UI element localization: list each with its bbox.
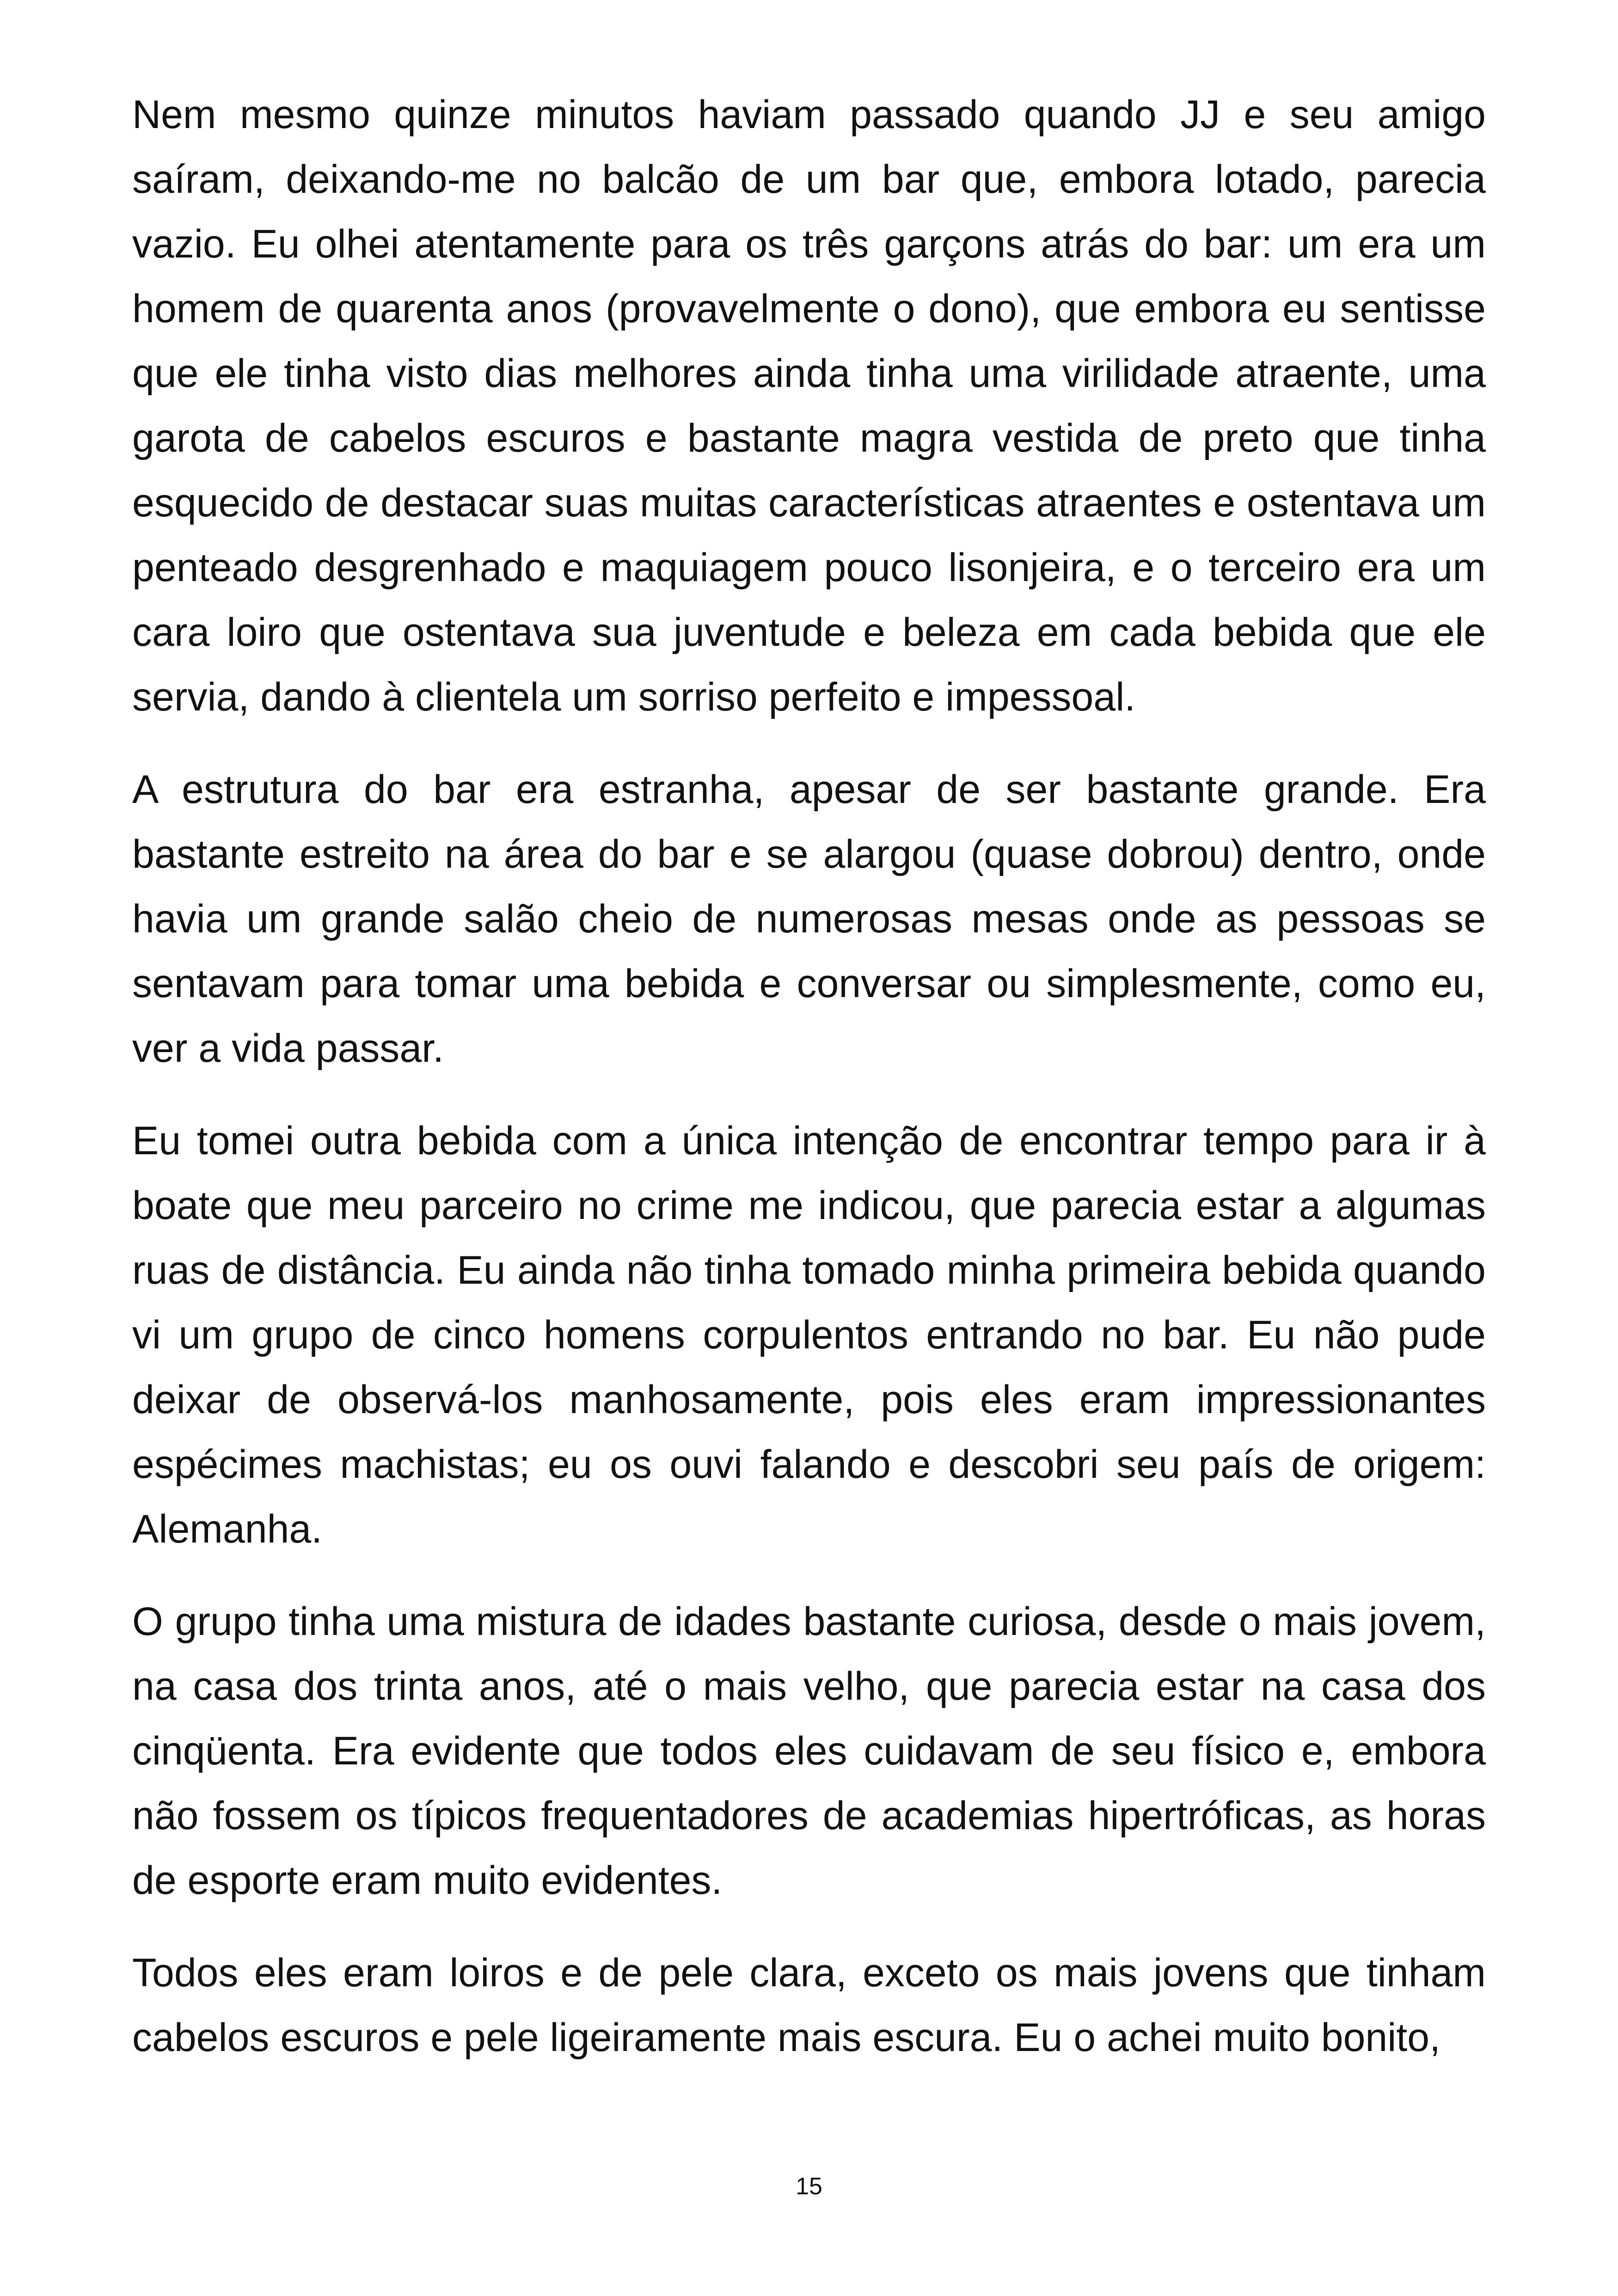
- page-number: 15: [796, 2173, 822, 2200]
- paragraph-3: Eu tomei outra bebida com a única intenção de encontrar tempo para ir à boate que meu parceiro no crime me indicou, que parecia estar a algumas ruas de distância. Eu ainda não tinha tomado minha primeira bebida quando vi um grupo de cinco homens corpulentos entrando no bar. Eu não pude deixar de observá-los manhosamente, pois eles eram impressionantes espécimes machistas; eu os ouvi falando e descobri seu país de origem: Alemanha.: [132, 1119, 1486, 1551]
- document-page: [132, 82, 1486, 2098]
- paragraph-2: A estrutura do bar era estranha, apesar de ser bastante grande. Era bastante estreito na área do bar e se alargou (quase dobrou) dentro, onde havia um grande salão cheio de numerosas mesas onde as pessoas se sentavam para tomar uma bebida e conversar ou simplesmente, como eu, ver a vida passar.: [132, 767, 1486, 1071]
- paragraph-1: Nem mesmo quinze minutos haviam passado quando JJ e seu amigo saíram, deixando-me no balcão de um bar que, embora lotado, parecia vazio. Eu olhei atentamente para os três garçons atrás do bar: um era um homem de quarenta anos (provavelmente o dono), que embora eu sentisse que ele tinha visto dias melhores ainda tinha uma virilidade atraente, uma garota de cabelos escuros e bastante magra vestida de preto que tinha esquecido de destacar suas muitas características atraentes e ostentava um penteado desgrenhado e maquiagem pouco lisonjeira, e o terceiro era um cara loiro que ostentava sua juventude e beleza em cada bebida que ele servia, dando à clientela um sorriso perfeito e impessoal.: [132, 92, 1486, 719]
- paragraph-5: Todos eles eram loiros e de pele clara, exceto os mais jovens que tinham cabelos escuros e pele ligeiramente mais escura. Eu o achei muito bonito,: [132, 1951, 1486, 2060]
- paragraph-4: O grupo tinha uma mistura de idades bastante curiosa, desde o mais jovem, na casa dos trinta anos, até o mais velho, que parecia estar na casa dos cinqüenta. Era evidente que todos eles cuidavam de seu físico e, embora não fossem os típicos frequentadores de academias hipertróficas, as horas de esporte eram muito evidentes.: [132, 1599, 1486, 1903]
